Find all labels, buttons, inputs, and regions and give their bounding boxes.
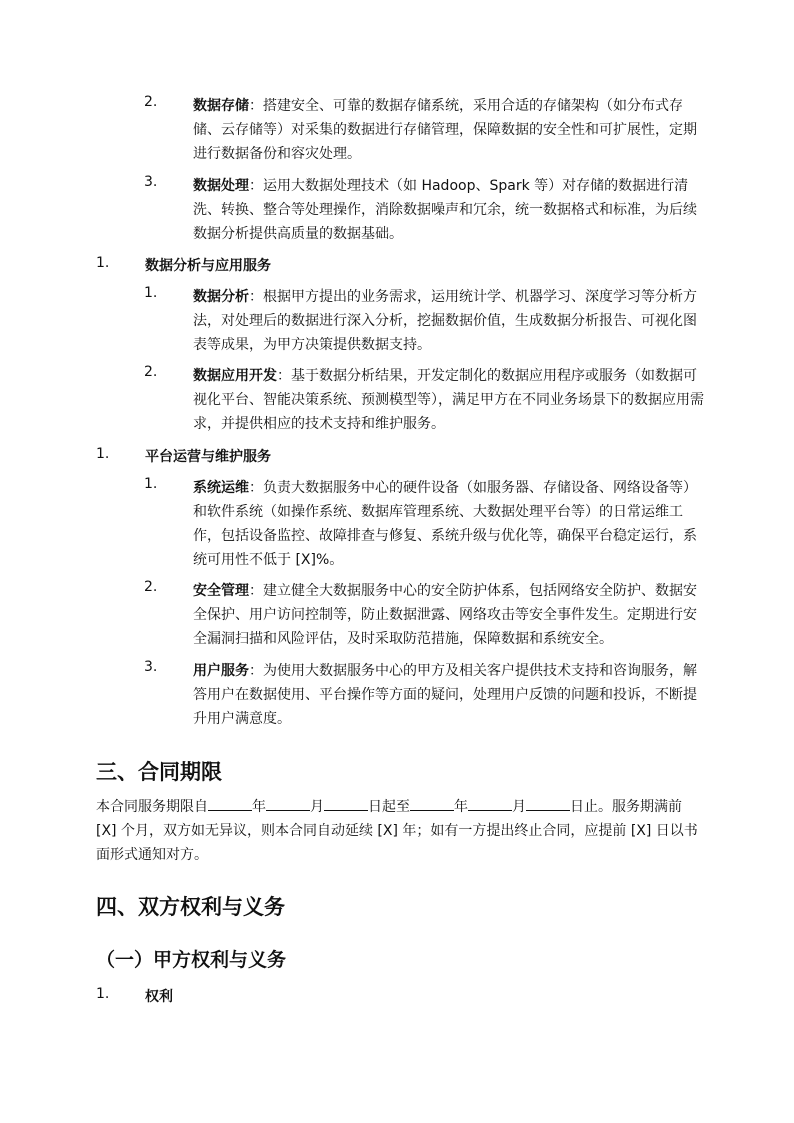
subheading-party-a: （一）甲方权利与义务: [96, 949, 287, 971]
blank-field: [324, 796, 368, 811]
section-label: 平台运营与维护服务: [145, 449, 271, 465]
section-label: 数据分析与应用服务: [145, 258, 271, 274]
item-body: ：负责大数据服务中心的硬件设备（如服务器、存储设备、网络设备等）和软件系统（如操作系统、数据库管理系统、大数据处理平台等）的日常运维工作，包括设备监控、故障排查与修复、系统升级与优化等，确保平台稳定运行，系统可用性不低于 [X]%。: [193, 480, 697, 568]
term-text: 日起至: [368, 799, 410, 815]
item-term: 系统运维: [193, 480, 249, 496]
item-body: ：搭建安全、可靠的数据存储系统，采用合适的存储架构（如分布式存储、云存储等）对采集的数据进行存储管理，保障数据的安全性和可扩展性，定期进行数据备份和容灾处理。: [193, 98, 697, 162]
list-number: 2.: [144, 364, 158, 380]
list-number: 1.: [144, 476, 158, 492]
item-body: ：根据甲方提出的业务需求，运用统计学、机器学习、深度学习等分析方法，对处理后的数据进行深入分析，挖掘数据价值，生成数据分析报告、可视化图表等成果，为甲方决策提供数据支持。: [193, 289, 697, 353]
term-text: 月: [512, 799, 526, 815]
item-body: ：运用大数据处理技术（如 Hadoop、Spark 等）对存储的数据进行清洗、转换、整合等处理操作，消除数据噪声和冗余，统一数据格式和标准，为后续数据分析提供高质量的数据基础。: [193, 178, 697, 242]
list-number: 2.: [144, 579, 158, 595]
rights-label: 权利: [145, 989, 173, 1005]
term-text: 年: [252, 799, 266, 815]
heading-contract-term: 三、合同期限: [96, 760, 222, 784]
item-term: 数据分析: [193, 289, 249, 305]
item-term: 数据存储: [193, 98, 249, 114]
contract-term-paragraph: [96, 795, 706, 867]
list-item: [144, 476, 704, 572]
item-body: ：为使用大数据服务中心的甲方及相关客户提供技术支持和咨询服务，解答用户在数据使用、平台操作等方面的疑问，处理用户反馈的问题和投诉，不断提升用户满意度。: [193, 663, 697, 727]
term-text: 日止。服务期满前 [X] 个月，双方如无异议，则本合同自动延续 [X] 年；如有一方提出终止合同，应提前 [X] 日以书面形式通知对方。: [96, 799, 698, 863]
list-item: [144, 659, 704, 731]
list-number: 1.: [96, 255, 110, 271]
list-item: [144, 94, 704, 166]
blank-field: [208, 796, 252, 811]
term-text: 月: [310, 799, 324, 815]
list-number: 3.: [144, 174, 158, 190]
item-body: ：建立健全大数据服务中心的安全防护体系，包括网络安全防护、数据安全保护、用户访问控制等，防止数据泄露、网络攻击等安全事件发生。定期进行安全漏洞扫描和风险评估，及时采取防范措施，保障数据和系统安全。: [193, 583, 697, 647]
list-number: 3.: [144, 659, 158, 675]
item-term: 数据应用开发: [193, 368, 277, 384]
list-number: 1.: [144, 285, 158, 301]
blank-field: [526, 796, 570, 811]
term-text: 本合同服务期限自: [96, 799, 208, 815]
list-item: [144, 579, 704, 651]
item-term: 数据处理: [193, 178, 249, 194]
blank-field: [266, 796, 310, 811]
list-item: [144, 285, 704, 357]
item-body: ：基于数据分析结果，开发定制化的数据应用程序或服务（如数据可视化平台、智能决策系统、预测模型等），满足甲方在不同业务场景下的数据应用需求，并提供相应的技术支持和维护服务。: [193, 368, 704, 432]
blank-field: [410, 796, 454, 811]
list-number: 2.: [144, 94, 158, 110]
list-number: 1.: [96, 986, 110, 1002]
list-number: 1.: [96, 446, 110, 462]
blank-field: [468, 796, 512, 811]
list-item: [144, 364, 704, 436]
item-term: 安全管理: [193, 583, 249, 599]
term-text: 年: [454, 799, 468, 815]
heading-rights-obligations: 四、双方权利与义务: [96, 895, 285, 919]
list-item: [144, 174, 704, 246]
item-term: 用户服务: [193, 663, 249, 679]
